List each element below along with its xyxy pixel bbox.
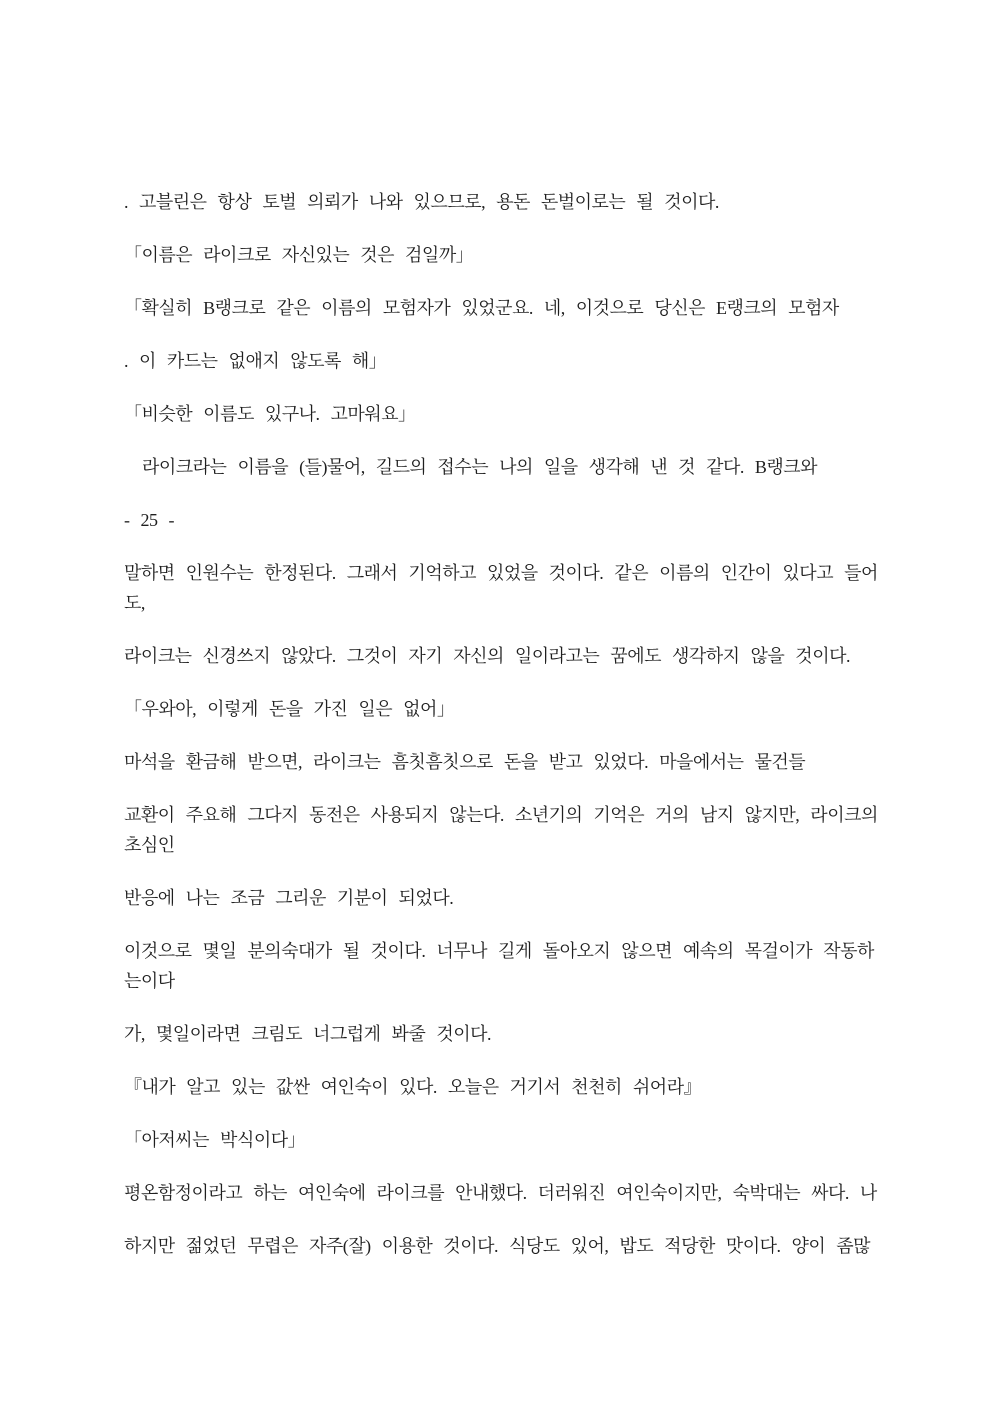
text-line-quote: 「비슷한 이름도 있구나. 고마워요」 <box>124 404 416 424</box>
text-line-quote: 『내가 알고 있는 값싼 여인숙이 있다. 오늘은 거기서 천천히 쉬어라』 <box>124 1077 702 1097</box>
text-line-continuation: 초심인 <box>124 835 175 855</box>
text-line: . 고블린은 항상 토벌 의뢰가 나와 있으므로, 용돈 돈벌이로는 될 것이다. <box>124 192 719 212</box>
text-line-quote: 「이름은 라이크로 자신있는 것은 검일까」 <box>124 245 474 265</box>
text-line: 하지만 젊었던 무렵은 자주(잘) 이용한 것이다. 식당도 있어, 밥도 적당한 맛이다. 양이 좀많 <box>124 1236 871 1256</box>
text-line: 마석을 환금해 받으면, 라이크는 흠칫흠칫으로 돈을 받고 있었다. 마을에서는 물건들 <box>124 752 806 772</box>
text-line: 반응에 나는 조금 그리운 기분이 되었다. <box>124 888 454 908</box>
text-line: 평온함정이라고 하는 여인숙에 라이크를 안내했다. 더러워진 여인숙이지만, 숙박대는 싸다. 나 <box>124 1183 877 1203</box>
text-line-continuation: 는이다 <box>124 971 175 991</box>
page-number: - 25 - <box>124 510 174 530</box>
text-line: 라이크라는 이름을 (들)물어, 길드의 접수는 나의 일을 생각해 낸 것 같다. B랭크와 <box>142 457 818 477</box>
text-line-continuation: 도, <box>124 593 145 613</box>
text-line: 말하면 인원수는 한정된다. 그래서 기억하고 있었을 것이다. 같은 이름의 인간이 있다고 들어 <box>124 563 878 583</box>
text-line: 교환이 주요해 그다지 동전은 사용되지 않는다. 소년기의 기억은 거의 남지 않지만, 라이크의 <box>124 805 878 825</box>
text-line: 이것으로 몇일 분의숙대가 될 것이다. 너무나 길게 돌아오지 않으면 예속의 목걸이가 작동하 <box>124 941 874 961</box>
text-line: 가, 몇일이라면 크림도 너그럽게 봐줄 것이다. <box>124 1024 491 1044</box>
text-line-quote: 「아저씨는 박식이다」 <box>124 1130 306 1150</box>
text-line: 라이크는 신경쓰지 않았다. 그것이 자기 자신의 일이라고는 꿈에도 생각하지 않을 것이다. <box>124 646 850 666</box>
text-line-quote: 「확실히 B랭크로 같은 이름의 모험자가 있었군요. 네, 이것으로 당신은 E랭크의 모험자 <box>124 298 839 318</box>
document-text-body <box>124 187 914 1261</box>
text-line: . 이 카드는 없애지 않도록 해」 <box>124 351 387 371</box>
text-line-quote: 「우와아, 이렇게 돈을 가진 일은 없어」 <box>124 699 455 719</box>
